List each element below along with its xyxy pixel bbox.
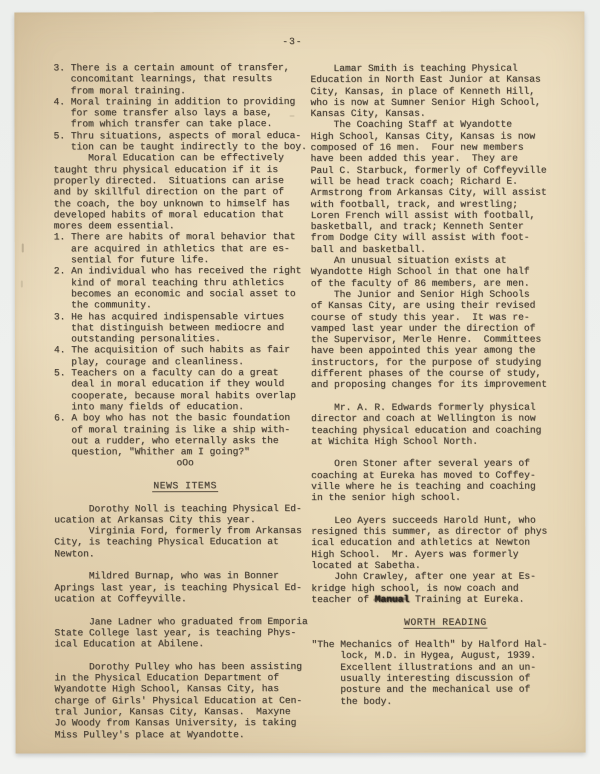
text-line: Lamar Smith is teaching Physical	[310, 62, 518, 74]
text-line: Loren French will assist with football,	[310, 209, 536, 221]
text-line: Paul C. Starbuck, formerly of Coffeyville	[310, 164, 547, 176]
text-line: course of study this year. It was re-	[310, 311, 530, 323]
text-line: taught thru physical education if it is	[53, 163, 279, 176]
text-line: from which transfer can take place.	[53, 118, 273, 130]
text-line: kind of moral teaching thru athletics	[53, 276, 285, 289]
text-line: instructors, for the purpose of studying	[310, 356, 542, 368]
overtyped-word: Manual	[374, 593, 410, 605]
text-line: lock, M.D. in Hygea, August, 1939.	[311, 650, 537, 662]
text-line: 3. There is a certain amount of transfer,	[53, 62, 290, 74]
heading-text: WORTH READING	[404, 616, 487, 628]
text-line: tral Junior, Kansas City, Kansas. Maxyne	[54, 705, 291, 718]
right-column	[310, 63, 579, 707]
text-line: Newton.	[54, 548, 95, 560]
text-line: 3. He has acquired indispensable virtues	[53, 310, 285, 322]
text-line: mores deem essential.	[53, 220, 175, 232]
text-line: properly directed. Situations can arise	[53, 174, 284, 187]
text-line: "The Mechanics of Health" by Halford Hal-	[311, 638, 548, 651]
text-line: Dorothy Pulley who has been assisting	[54, 660, 303, 673]
text-line: the Supervisor, Merle Henre. Committees	[310, 333, 542, 346]
text-line: resigned this summer, as director of phys	[311, 525, 548, 538]
text-line: Jane Ladner who graduated from Emporia	[54, 615, 308, 627]
text-line: director and coach at Wellington is now	[311, 412, 536, 425]
text-line: ucation at Coffeyville.	[54, 593, 187, 605]
text-line: at Wichita High School North.	[311, 435, 479, 447]
text-line: 6. A boy who has not the basic foundation	[54, 412, 291, 424]
text-line: Education in North East Junior at Kansas	[310, 73, 541, 86]
text-line: 4. The acquisition of such habits as fair	[53, 344, 290, 356]
text-line: sential for future life.	[53, 254, 210, 266]
text-line: ical education and athletics at Newton	[311, 537, 531, 549]
text-line: 5. Teachers on a faculty can do a great	[53, 367, 279, 379]
text-line: City, is teaching Physical Education at	[54, 536, 279, 548]
page-number: -3-	[282, 35, 303, 48]
text-line: will be head track coach; Richard E.	[310, 175, 518, 187]
text-line: located at Sabetha.	[311, 559, 421, 572]
text-line: Aprings last year, is teaching Physical Ed-	[54, 581, 302, 594]
blank-line	[311, 503, 579, 515]
text-line: the body.	[311, 695, 393, 707]
text-line: play, courage and cleanliness.	[53, 355, 244, 368]
text-line: 2. An individual who has received the right	[53, 265, 302, 277]
blank-line	[54, 649, 316, 661]
text-line: of moral training is like a ship with-	[54, 423, 291, 435]
text-line: question, "Whither am I going?"	[54, 446, 250, 458]
text-line: Leo Ayers succeeds Harold Hunt, who	[311, 514, 536, 526]
text-line: charge of Girls' Physical Education at Cen-	[54, 694, 303, 707]
text-line: 1. There are habits of moral behavior that	[53, 231, 296, 243]
text-line: deal in moral education if they would	[53, 378, 285, 390]
text-line: who is now at Sumner Senior High School,	[310, 96, 541, 108]
text-line: tion can be taught indirectly to the boy.	[53, 141, 307, 153]
text-line: and proposing changes for its improvement	[310, 378, 548, 391]
text-line: Miss Pulley's place at Wyandotte.	[54, 728, 245, 740]
text-line: of Kansas City, are using their revised	[310, 299, 536, 312]
blank-line	[311, 605, 579, 617]
text-line: Dorothy Noll is teaching Physical Ed-	[54, 502, 302, 515]
text-line: for some transfer also lays a base,	[53, 107, 273, 119]
text-line: Kansas City, Kansas.	[310, 107, 426, 120]
text-line: concomitant learnings, that results	[53, 73, 273, 85]
text-line: ucation at Arkansas City this year.	[54, 513, 256, 526]
text-line: cooperate, because moral habits overlap	[54, 389, 296, 402]
text-line: High School. Mr. Ayers was formerly	[311, 548, 519, 560]
text-line: 4. Moral training in addition to providing	[53, 95, 296, 108]
text-line: 5. Thru situations, aspects of moral educa-	[53, 129, 302, 142]
text-line: Excellent illustrations and an un-	[311, 661, 537, 673]
text-line: An unusual situation exists at	[310, 254, 507, 267]
blank-line	[311, 390, 579, 402]
text-line: the community.	[53, 299, 152, 311]
text-line: High School, Kansas City, Kansas is now	[310, 130, 536, 142]
text-line: ball and basketball.	[310, 243, 426, 255]
blank-line	[54, 469, 316, 481]
text-line: Mildred Burnap, who was in Bonner	[54, 570, 279, 582]
text-line: Armstrong from Arkansas City, will assist	[310, 186, 547, 199]
text-line: different phases of the course of study,	[310, 367, 542, 379]
text-line: and by skillful direction on the part of	[53, 186, 284, 198]
document-page	[14, 12, 585, 754]
text-line: kridge high school, is now coach and	[311, 582, 519, 594]
text-line: The Coaching Staff at Wyandotte	[310, 119, 513, 131]
text-line: City, Kansas, in place of Kenneth Hill,	[310, 85, 536, 97]
text-line: coaching at Eureka has moved to Coffey-	[311, 469, 536, 481]
text-line: from moral training.	[53, 84, 186, 97]
blank-line	[311, 627, 579, 639]
text-line: are acquired in athletics that are es-	[53, 242, 290, 255]
text-line: ical Education at Abilene.	[54, 638, 205, 650]
scan-artifact	[290, 115, 295, 117]
text-line: Wyandotte High School in that one half	[310, 265, 530, 278]
divider-ooo: oOo	[176, 457, 194, 469]
text-line: have been added this year. They are	[310, 152, 518, 165]
text-line: State College last year, is teaching Phys-	[54, 626, 297, 639]
scan-artifact	[21, 280, 23, 287]
text-line: in the Physical Education Department of	[54, 672, 280, 684]
left-column	[53, 62, 316, 740]
text-line: basketball, and track; Kenneth Senter	[310, 220, 524, 233]
text-line: ville where he is teaching and coaching	[311, 480, 536, 492]
text-line: have been appointed this year among the	[310, 345, 536, 357]
text-line: Jo Woody from Kansas University, is taking	[54, 717, 297, 729]
text-line: with football, track, and wrestling;	[310, 198, 518, 210]
text-line: Oren Stoner after several years of	[311, 457, 530, 470]
text-line: Virginia Ford, formerly from Arkansas	[54, 525, 302, 537]
text-line: posture and the mechanical use of	[311, 683, 531, 696]
text-line: from Dodge City will assist with foot-	[310, 232, 530, 244]
text-line: John Crawley, after one year at Es-	[311, 570, 536, 583]
section-heading	[311, 616, 579, 628]
text-line: in the senior high school.	[311, 492, 461, 504]
text-line: into many fields of education.	[54, 401, 245, 413]
section-heading	[54, 480, 316, 492]
text-line: composed of 16 men. Four new members	[310, 141, 524, 154]
text-line: The Junior and Senior High Schools	[310, 288, 530, 300]
text-line: teacher of Manual Training at Eureka.	[311, 593, 525, 605]
blank-line	[54, 604, 316, 616]
text-line: developed habits of moral education that	[53, 208, 285, 221]
blank-line	[54, 559, 316, 571]
text-line: usually interesting discussion of	[311, 672, 531, 685]
text-line: out a rudder, who eternally asks the	[54, 434, 279, 447]
text-line: Wyandotte High School, Kansas City, has	[54, 683, 280, 695]
text-line: Moral Education can be effectively	[53, 152, 284, 164]
scan-artifact	[22, 243, 24, 252]
text-line: teaching physical education and coaching	[311, 424, 542, 436]
text-line: that distinguish between mediocre and	[53, 321, 285, 334]
text-line: the coach, the boy unknown to himself has	[53, 197, 290, 209]
blank-line	[311, 447, 579, 459]
blank-line	[54, 491, 316, 503]
text-line: outstanding personalities.	[53, 333, 221, 345]
heading-text: NEWS ITEMS	[153, 480, 217, 492]
text-line: becomes an economic and social asset to	[53, 287, 296, 300]
text-line: Mr. A. R. Edwards formerly physical	[311, 401, 536, 413]
text-line: vamped last year under the direction of	[310, 322, 536, 334]
text-line: of the faculty of 86 members, are men.	[310, 277, 530, 289]
